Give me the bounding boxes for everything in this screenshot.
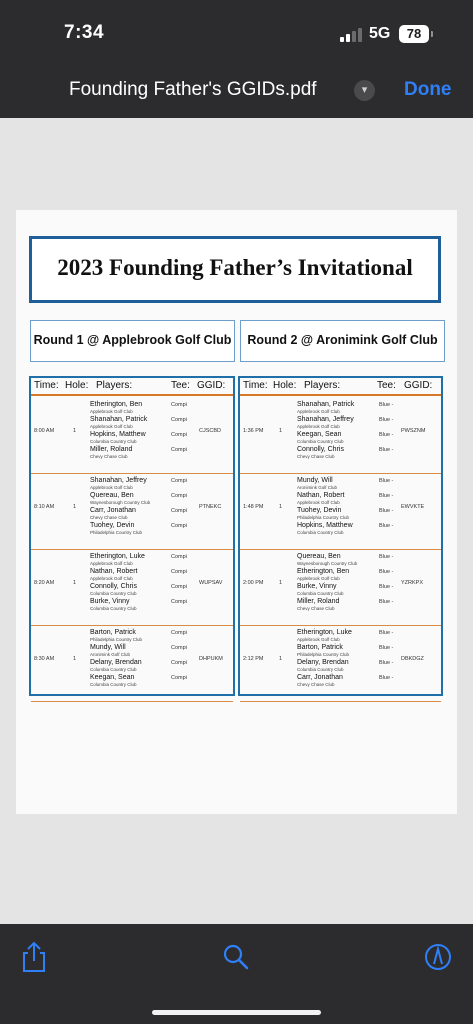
- player-entry: [90, 507, 136, 521]
- tee-time: 8:20 AM: [34, 580, 55, 586]
- player-entry: [297, 553, 357, 567]
- cellular-signal-icon: [340, 28, 364, 42]
- player-club: Applebrook Golf Club: [297, 424, 340, 429]
- share-icon[interactable]: [19, 940, 49, 974]
- tee-time: 1:48 PM: [243, 504, 264, 510]
- player-entry: [297, 659, 349, 673]
- tee-time-group: [240, 626, 441, 702]
- ggid-code: EWVKTE: [401, 504, 425, 510]
- round-1-header: [30, 320, 235, 362]
- header-hole: Hole:: [65, 380, 89, 391]
- player-name: Mundy, Will: [297, 477, 333, 484]
- bottom-toolbar: [0, 924, 473, 1024]
- player-name: Tuohey, Devin: [90, 522, 135, 529]
- player-club: Columbia Country Club: [297, 667, 344, 672]
- nav-bar: [0, 64, 473, 118]
- tee-box: Blue -: [379, 508, 394, 514]
- player-club: Columbia Country Club: [297, 591, 344, 596]
- player-name: Etherington, Luke: [297, 629, 352, 636]
- tee-box: Compi: [171, 478, 187, 484]
- player-entry: [90, 553, 145, 567]
- markup-icon[interactable]: [423, 940, 453, 974]
- player-club: Applebrook Golf Club: [297, 637, 340, 642]
- tee-box: Blue -: [379, 675, 394, 681]
- player-entry: [90, 522, 142, 536]
- player-entry: [297, 446, 344, 460]
- ggid-code: DBKDGZ: [401, 656, 424, 662]
- player-name: Connolly, Chris: [297, 446, 344, 453]
- chevron-down-icon[interactable]: ▾: [354, 80, 375, 101]
- player-club: Chevy Chase Club: [90, 515, 128, 520]
- player-name: Keegan, Sean: [297, 431, 342, 438]
- player-club: Chevy Chase Club: [297, 682, 335, 687]
- player-name: Etherington, Ben: [297, 568, 350, 575]
- header-tee: Tee:: [377, 380, 396, 391]
- tee-box: Blue -: [379, 447, 394, 453]
- battery-icon: 78: [399, 25, 429, 43]
- player-name: Quereau, Ben: [297, 553, 341, 560]
- player-name: Carr, Jonathan: [90, 507, 136, 514]
- player-name: Nathan, Robert: [90, 568, 138, 575]
- ggid-code: WUPSAV: [199, 580, 223, 586]
- player-name: Hopkins, Matthew: [297, 522, 353, 529]
- tee-box: Blue -: [379, 478, 394, 484]
- network-type: 5G: [369, 25, 391, 42]
- event-title: 2023 Founding Father’s Invitational: [57, 255, 413, 280]
- player-club: Applebrook Golf Club: [297, 500, 340, 505]
- player-entry: [297, 644, 349, 658]
- document-title[interactable]: Founding Father's GGIDs.pdf: [69, 79, 317, 100]
- player-club: Philadelphia Country Club: [297, 652, 350, 657]
- player-entry: [90, 431, 146, 445]
- player-entry: [90, 598, 137, 612]
- tee-time: 8:10 AM: [34, 504, 55, 510]
- event-title-box: [29, 236, 441, 303]
- tee-time: 2:00 PM: [243, 580, 264, 586]
- player-entry: [297, 492, 344, 506]
- tee-box: Blue -: [379, 493, 394, 499]
- header-ggid: GGID:: [197, 380, 226, 391]
- tee-box: Blue -: [379, 660, 394, 666]
- player-club: Columbia Country Club: [90, 682, 137, 687]
- tee-time: 1:36 PM: [243, 428, 264, 434]
- tee-time: 8:00 AM: [34, 428, 55, 434]
- pdf-viewer[interactable]: [0, 118, 473, 924]
- round-2-header: [240, 320, 445, 362]
- tee-box: Blue -: [379, 523, 394, 529]
- player-club: Chevy Chase Club: [297, 454, 335, 459]
- player-club: Waynesborough Country Club: [90, 500, 151, 505]
- header-tee: Tee:: [171, 380, 190, 391]
- tee-box: Compi: [171, 508, 187, 514]
- player-club: Waynesborough Country Club: [297, 561, 358, 566]
- tee-box: Compi: [171, 447, 187, 453]
- player-name: Shanahan, Patrick: [90, 416, 148, 423]
- schedule-header-row: [240, 378, 441, 396]
- player-name: Connolly, Chris: [90, 583, 137, 590]
- header-time: Time:: [34, 380, 59, 391]
- player-club: Columbia Country Club: [297, 530, 344, 535]
- tee-box: Blue -: [379, 417, 394, 423]
- player-name: Barton, Patrick: [90, 629, 136, 636]
- player-entry: [297, 477, 337, 491]
- player-entry: [297, 629, 352, 643]
- tee-time-group: [31, 398, 233, 474]
- player-entry: [90, 644, 130, 658]
- search-icon[interactable]: [221, 940, 251, 974]
- pdf-page: [16, 210, 457, 814]
- player-name: Miller, Roland: [90, 446, 133, 453]
- tee-box: Compi: [171, 584, 187, 590]
- player-name: Burke, Vinny: [297, 583, 337, 590]
- player-entry: [90, 416, 147, 430]
- tee-box: Blue -: [379, 645, 394, 651]
- tee-box: Blue -: [379, 554, 394, 560]
- player-club: Applebrook Golf Club: [297, 576, 340, 581]
- header-time: Time:: [243, 380, 268, 391]
- tee-box: Compi: [171, 432, 187, 438]
- header-players: Players:: [96, 380, 133, 391]
- header-players: Players:: [304, 380, 341, 391]
- player-name: Shanahan, Patrick: [297, 401, 355, 408]
- player-name: Nathan, Robert: [297, 492, 345, 499]
- round-1-schedule-table: [29, 376, 235, 696]
- ggid-code: CJSCBD: [199, 428, 222, 434]
- player-name: Hopkins, Matthew: [90, 431, 146, 438]
- start-hole: 1: [279, 656, 283, 662]
- player-entry: [297, 568, 349, 582]
- tee-time-group: [240, 474, 441, 550]
- tee-box: Compi: [171, 675, 187, 681]
- player-name: Miller, Roland: [297, 598, 340, 605]
- tee-box: Blue -: [379, 569, 394, 575]
- tee-time-group: [31, 550, 233, 626]
- player-name: Delany, Brendan: [297, 659, 349, 666]
- player-club: Applebrook Golf Club: [90, 576, 133, 581]
- tee-box: Blue -: [379, 432, 394, 438]
- player-club: Chevy Chase Club: [297, 606, 335, 611]
- player-club: Philadelphia Country Club: [90, 637, 143, 642]
- player-name: Etherington, Luke: [90, 553, 145, 560]
- tee-time-group: [31, 626, 233, 702]
- header-ggid: GGID:: [404, 380, 433, 391]
- tee-box: Compi: [171, 402, 187, 408]
- start-hole: 1: [73, 656, 77, 662]
- player-club: Applebrook Golf Club: [90, 424, 133, 429]
- battery-tip: [431, 31, 433, 37]
- player-entry: [90, 492, 150, 506]
- start-hole: 1: [279, 580, 283, 586]
- schedule-header-row: [31, 378, 233, 396]
- player-entry: [90, 401, 142, 415]
- player-name: Keegan, Sean: [90, 674, 135, 681]
- start-hole: 1: [73, 428, 77, 434]
- player-name: Mundy, Will: [90, 644, 126, 651]
- player-name: Carr, Jonathan: [297, 674, 343, 681]
- tee-time: 8:30 AM: [34, 656, 55, 662]
- player-name: Shanahan, Jeffrey: [90, 477, 147, 484]
- home-indicator: [152, 1010, 321, 1015]
- player-club: Columbia Country Club: [90, 591, 137, 596]
- player-club: Columbia Country Club: [90, 439, 137, 444]
- tee-box: Compi: [171, 660, 187, 666]
- player-club: Philadelphia Country Club: [90, 530, 143, 535]
- player-entry: [297, 674, 343, 688]
- ggid-code: PTNEKC: [199, 504, 222, 510]
- start-hole: 1: [279, 428, 283, 434]
- tee-box: Compi: [171, 523, 187, 529]
- done-button[interactable]: Done: [404, 79, 452, 100]
- player-entry: [297, 431, 344, 445]
- player-entry: [90, 477, 147, 491]
- status-bar: [0, 0, 473, 64]
- player-name: Barton, Patrick: [297, 644, 343, 651]
- tee-box: Compi: [171, 417, 187, 423]
- tee-box: Compi: [171, 630, 187, 636]
- player-club: Applebrook Golf Club: [297, 409, 340, 414]
- player-entry: [90, 629, 142, 643]
- tee-box: Compi: [171, 554, 187, 560]
- player-club: Applebrook Golf Club: [90, 485, 133, 490]
- tee-box: Blue -: [379, 599, 394, 605]
- player-name: Burke, Vinny: [90, 598, 130, 605]
- player-entry: [297, 522, 353, 536]
- player-entry: [90, 446, 132, 460]
- tee-box: Blue -: [379, 402, 394, 408]
- tee-box: Compi: [171, 645, 187, 651]
- ggid-code: YZRKPX: [401, 580, 424, 586]
- round-2-label: Round 2 @ Aronimink Golf Club: [247, 333, 438, 347]
- tee-time-group: [240, 550, 441, 626]
- player-name: Delany, Brendan: [90, 659, 142, 666]
- player-club: Philadelphia Country Club: [297, 515, 350, 520]
- round-1-label: Round 1 @ Applebrook Golf Club: [33, 333, 232, 347]
- start-hole: 1: [73, 504, 77, 510]
- player-club: Applebrook Golf Club: [90, 409, 133, 414]
- player-entry: [297, 416, 354, 430]
- player-entry: [90, 659, 142, 673]
- tee-box: Blue -: [379, 630, 394, 636]
- player-name: Shanahan, Jeffrey: [297, 416, 354, 423]
- player-entry: [297, 507, 349, 521]
- player-entry: [90, 674, 137, 688]
- tee-box: Blue -: [379, 584, 394, 590]
- player-club: Aronimink Golf Club: [297, 485, 338, 490]
- player-entry: [297, 583, 344, 597]
- player-name: Tuohey, Devin: [297, 507, 342, 514]
- ggid-code: PWSZNM: [401, 428, 426, 434]
- tee-box: Compi: [171, 569, 187, 575]
- round-2-schedule-table: [238, 376, 443, 696]
- ggid-code: DHPUKM: [199, 656, 223, 662]
- status-time: 7:34: [64, 22, 105, 43]
- player-club: Columbia Country Club: [90, 667, 137, 672]
- player-club: Columbia Country Club: [297, 439, 344, 444]
- tee-box: Compi: [171, 493, 187, 499]
- player-club: Columbia Country Club: [90, 606, 137, 611]
- player-entry: [297, 598, 339, 612]
- tee-time: 2:12 PM: [243, 656, 264, 662]
- player-entry: [90, 568, 137, 582]
- player-club: Aronimink Golf Club: [90, 652, 131, 657]
- start-hole: 1: [73, 580, 77, 586]
- player-entry: [297, 401, 354, 415]
- player-name: Quereau, Ben: [90, 492, 134, 499]
- tee-time-group: [240, 398, 441, 474]
- player-entry: [90, 583, 137, 597]
- header-hole: Hole:: [273, 380, 297, 391]
- tee-box: Compi: [171, 599, 187, 605]
- player-club: Chevy Chase Club: [90, 454, 128, 459]
- player-club: Applebrook Golf Club: [90, 561, 133, 566]
- start-hole: 1: [279, 504, 283, 510]
- player-name: Etherington, Ben: [90, 401, 143, 408]
- tee-time-group: [31, 474, 233, 550]
